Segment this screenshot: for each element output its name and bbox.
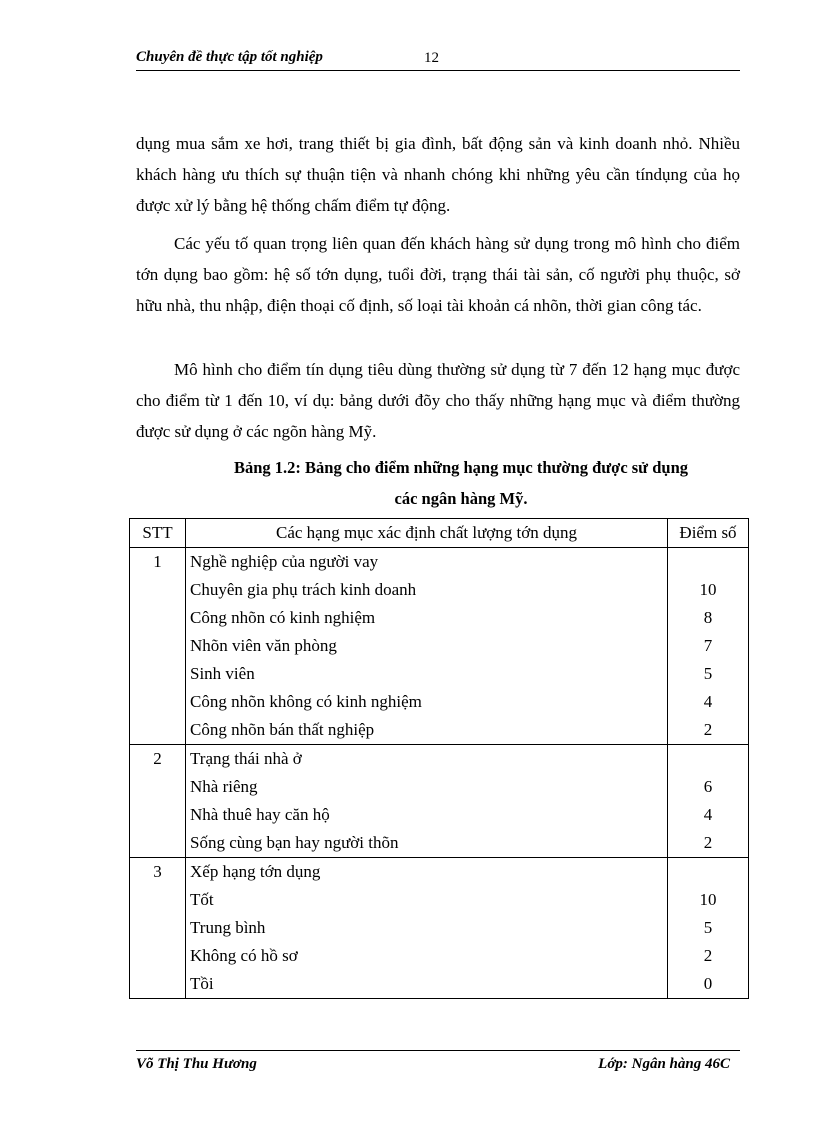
item-label: Tồi (190, 974, 214, 993)
item-label: Nhõn viên văn phòng (190, 636, 337, 655)
category-score-blank (672, 745, 744, 773)
item-label: Công nhõn không có kinh nghiệm (190, 692, 422, 711)
category-label: Xếp hạng tớn dụng (190, 862, 321, 881)
item-score: 0 (703, 974, 713, 993)
table-body (130, 548, 749, 999)
item-label: Công nhõn có kinh nghiệm (190, 608, 376, 627)
row-items (186, 745, 668, 858)
table-row (130, 745, 749, 858)
row-stt: 2 (130, 745, 186, 858)
item-score: 2 (703, 833, 713, 852)
footer-author: Võ Thị Thu Hương (136, 1056, 257, 1072)
row-stt: 1 (130, 548, 186, 745)
table-row (130, 858, 749, 999)
category-label: Nghề nghiệp của người vay (190, 552, 379, 571)
item-label: Sống cùng bạn hay người thõn (190, 833, 399, 852)
item-score: 2 (703, 946, 713, 965)
item-label: Tốt (190, 890, 214, 909)
row-scores (668, 858, 749, 999)
item-label: Công nhõn bán thất nghiệp (190, 720, 375, 739)
item-label: Nhà riêng (190, 777, 258, 796)
category-label: Trạng thái nhà ở (190, 749, 302, 768)
item-score: 4 (703, 805, 713, 824)
footer-class: Lớp: Ngân hàng 46C (598, 1056, 730, 1072)
scoring-table (129, 518, 749, 999)
item-score: 10 (699, 890, 717, 909)
row-scores (668, 745, 749, 858)
paragraph-1: dụng mua sắm xe hơi, trang thiết bị gia đình, bất động sản và kinh doanh nhỏ. Nhiều khách hàng ưu thích sự thuận tiện và nhanh chóng khi những yêu cần tíndụng của họ được xử lý bằng hệ thống chấm điểm tự động. (136, 134, 740, 215)
page-footer (136, 1050, 740, 1079)
category-score-blank (672, 548, 744, 576)
paragraph-2: Các yếu tố quan trọng liên quan đến khách hàng sử dụng trong mô hình cho điểm tớn dụng bao gồm: hệ số tớn dụng, tuổi đời, trạng thái tài sản, cố người phụ thuộc, sở hữu nhà, thu nhập, điện thoại cố định, số loại tài khoản cá nhõn, thời gian công tác. (136, 234, 740, 315)
category-score-blank (672, 858, 744, 886)
header-category: Các hạng mục xác định chất lượng tớn dụng (186, 519, 668, 548)
row-items (186, 858, 668, 999)
row-items (186, 548, 668, 745)
table-caption-line2: các ngân hàng Mỹ. (394, 489, 528, 508)
table-caption-line1: Bảng 1.2: Bảng cho điểm những hạng mục thường được sử dụng (234, 458, 688, 477)
item-score: 4 (703, 692, 713, 711)
item-label: Nhà thuê hay căn hộ (190, 805, 330, 824)
item-score: 6 (703, 777, 713, 796)
item-label: Chuyên gia phụ trách kinh doanh (190, 580, 417, 599)
page-number: 12 (424, 50, 439, 66)
item-score: 2 (703, 720, 713, 739)
header-score: Điểm số (668, 519, 749, 548)
table-row (130, 548, 749, 745)
paragraph-3: Mô hình cho điểm tín dụng tiêu dùng thường sử dụng từ 7 đến 12 hạng mục được cho điểm từ 1 đến 10, ví dụ: bảng dưới đõy cho thấy những hạng mục và điểm thường được sử dụng ở các ngõn hàng Mỹ. (136, 360, 740, 441)
item-score: 5 (703, 918, 713, 937)
row-stt: 3 (130, 858, 186, 999)
header-title: Chuyên đề thực tập tốt nghiệp (136, 49, 323, 65)
table-header-row (130, 519, 749, 548)
item-label: Sinh viên (190, 664, 255, 683)
row-scores (668, 548, 749, 745)
item-label: Không có hồ sơ (190, 946, 298, 965)
item-label: Trung bình (190, 918, 266, 937)
header-stt: STT (130, 519, 186, 548)
item-score: 5 (703, 664, 713, 683)
item-score: 8 (703, 608, 713, 627)
item-score: 10 (699, 580, 717, 599)
item-score: 7 (703, 636, 713, 655)
page-header (136, 48, 740, 71)
